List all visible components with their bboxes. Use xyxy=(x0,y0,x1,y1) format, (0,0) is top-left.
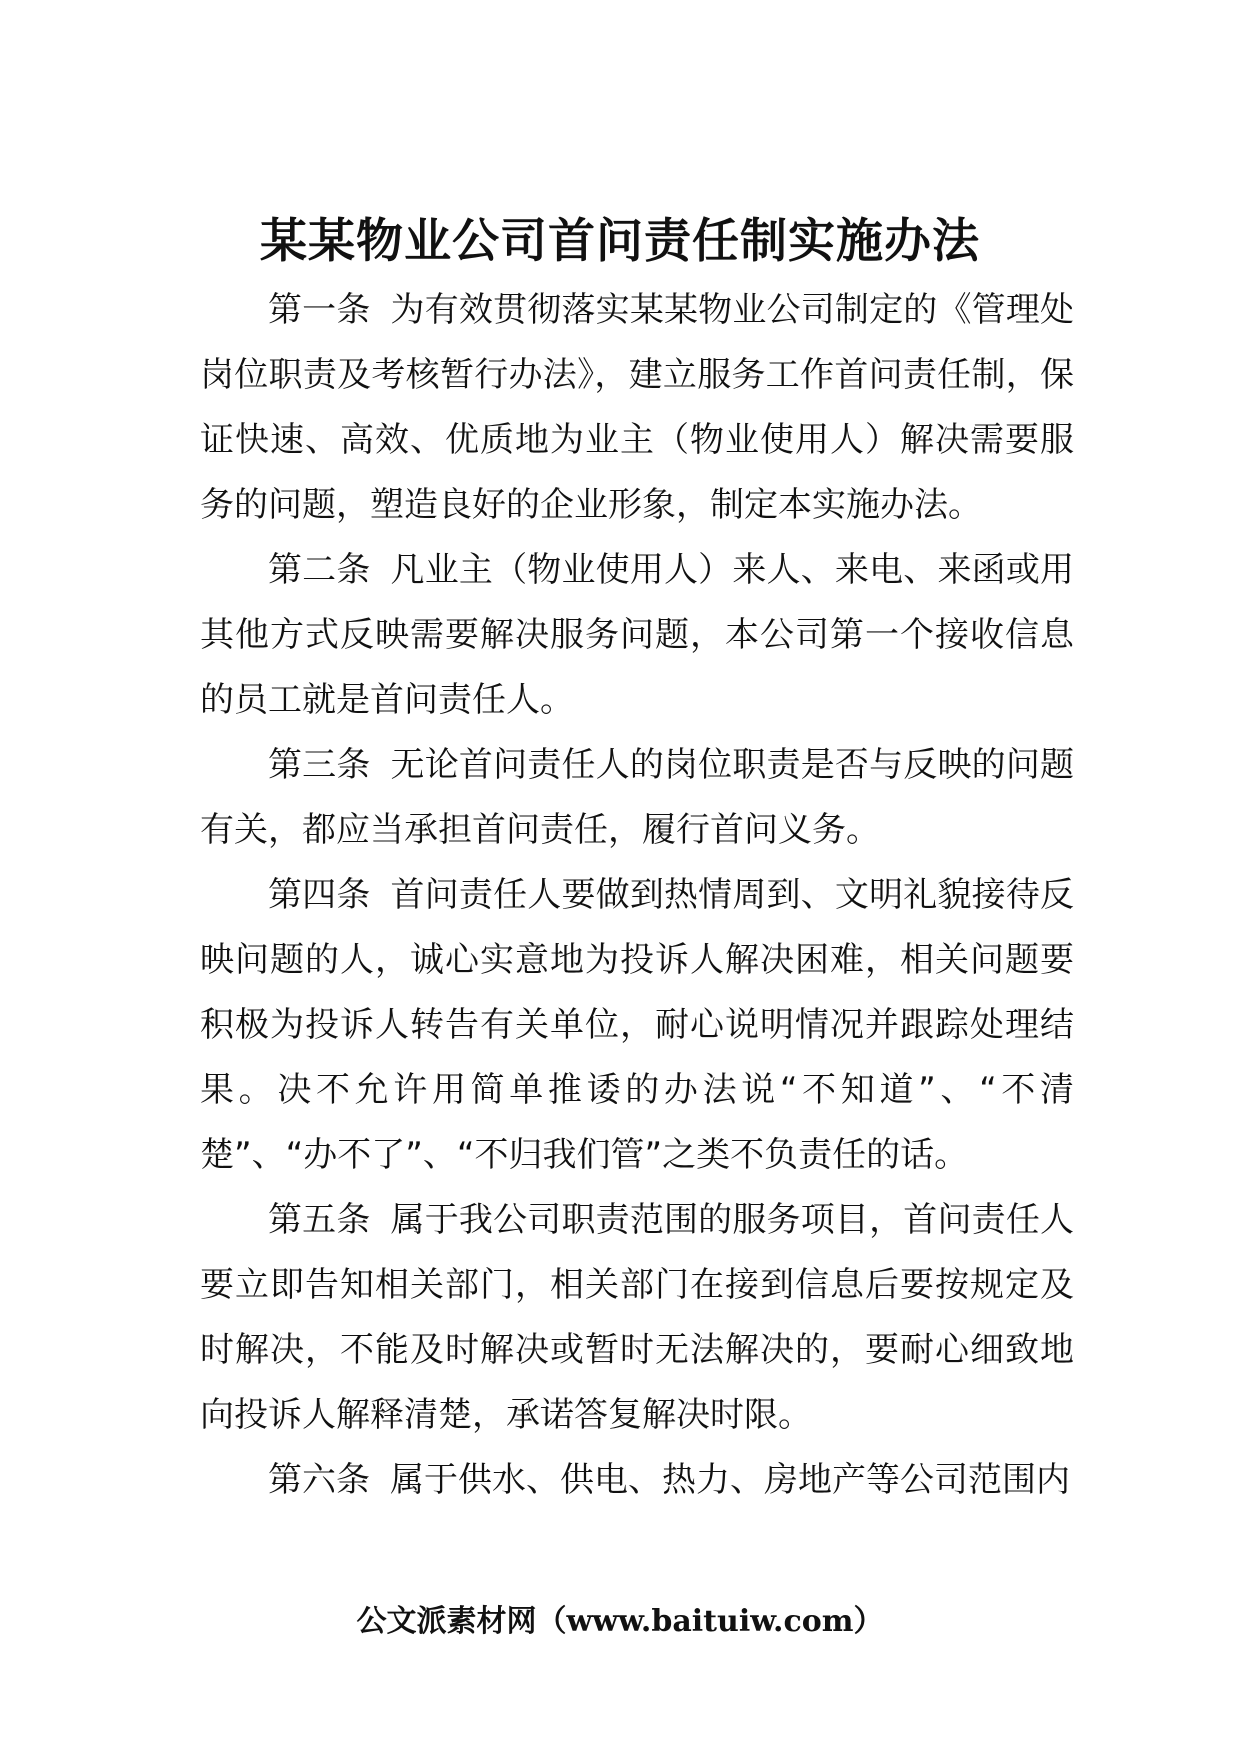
article-5 xyxy=(200,1188,1074,1448)
article-label: 第六条 xyxy=(268,1460,370,1500)
article-2 xyxy=(200,538,1074,733)
article-text: 凡业主（物业使用人）来人、来电、来函或用其他方式反映需要解决服务问题，本公司第一个接收信息的员工就是首问责任人。 xyxy=(200,550,1074,720)
article-text: 为有效贯彻落实某某物业公司制定的《管理处岗位职责及考核暂行办法》，建立服务工作首问责任制，保证快速、高效、优质地为业主（物业使用人）解决需要服务的问题，塑造良好的企业形象，制定本实施办法。 xyxy=(200,290,1074,525)
document-title: 某某物业公司首问责任制实施办法 xyxy=(260,214,980,269)
article-label: 第四条 xyxy=(268,875,371,915)
article-label: 第五条 xyxy=(268,1200,371,1240)
article-text: 属于我公司职责范围的服务项目，首问责任人要立即告知相关部门，相关部门在接到信息后要按规定及时解决，不能及时解决或暂时无法解决的，要耐心细致地向投诉人解释清楚，承诺答复解决时限。 xyxy=(200,1200,1074,1435)
article-6 xyxy=(200,1448,1074,1513)
article-text: 属于供水、供电、热力、房地产等公司范围内 xyxy=(390,1460,1070,1500)
article-1 xyxy=(200,278,1074,538)
article-text: 首问责任人要做到热情周到、文明礼貌接待反映问题的人，诚心实意地为投诉人解决困难，相关问题要积极为投诉人转告有关单位，耐心说明情况并跟踪处理结果。决不允许用简单推诿的办法说“不知道”、“不清楚”、“办不了”、“不归我们管”之类不负责任的话。 xyxy=(200,875,1074,1175)
article-4 xyxy=(200,863,1074,1188)
document-body xyxy=(200,278,1074,1513)
footer-watermark: 公文派素材网（www.baituiw.com） xyxy=(356,1604,884,1639)
article-label: 第一条 xyxy=(268,290,371,330)
article-label: 第三条 xyxy=(268,745,371,785)
article-3 xyxy=(200,733,1074,863)
article-text: 无论首问责任人的岗位职责是否与反映的问题有关，都应当承担首问责任，履行首问义务。 xyxy=(200,745,1074,850)
article-label: 第二条 xyxy=(268,550,371,590)
